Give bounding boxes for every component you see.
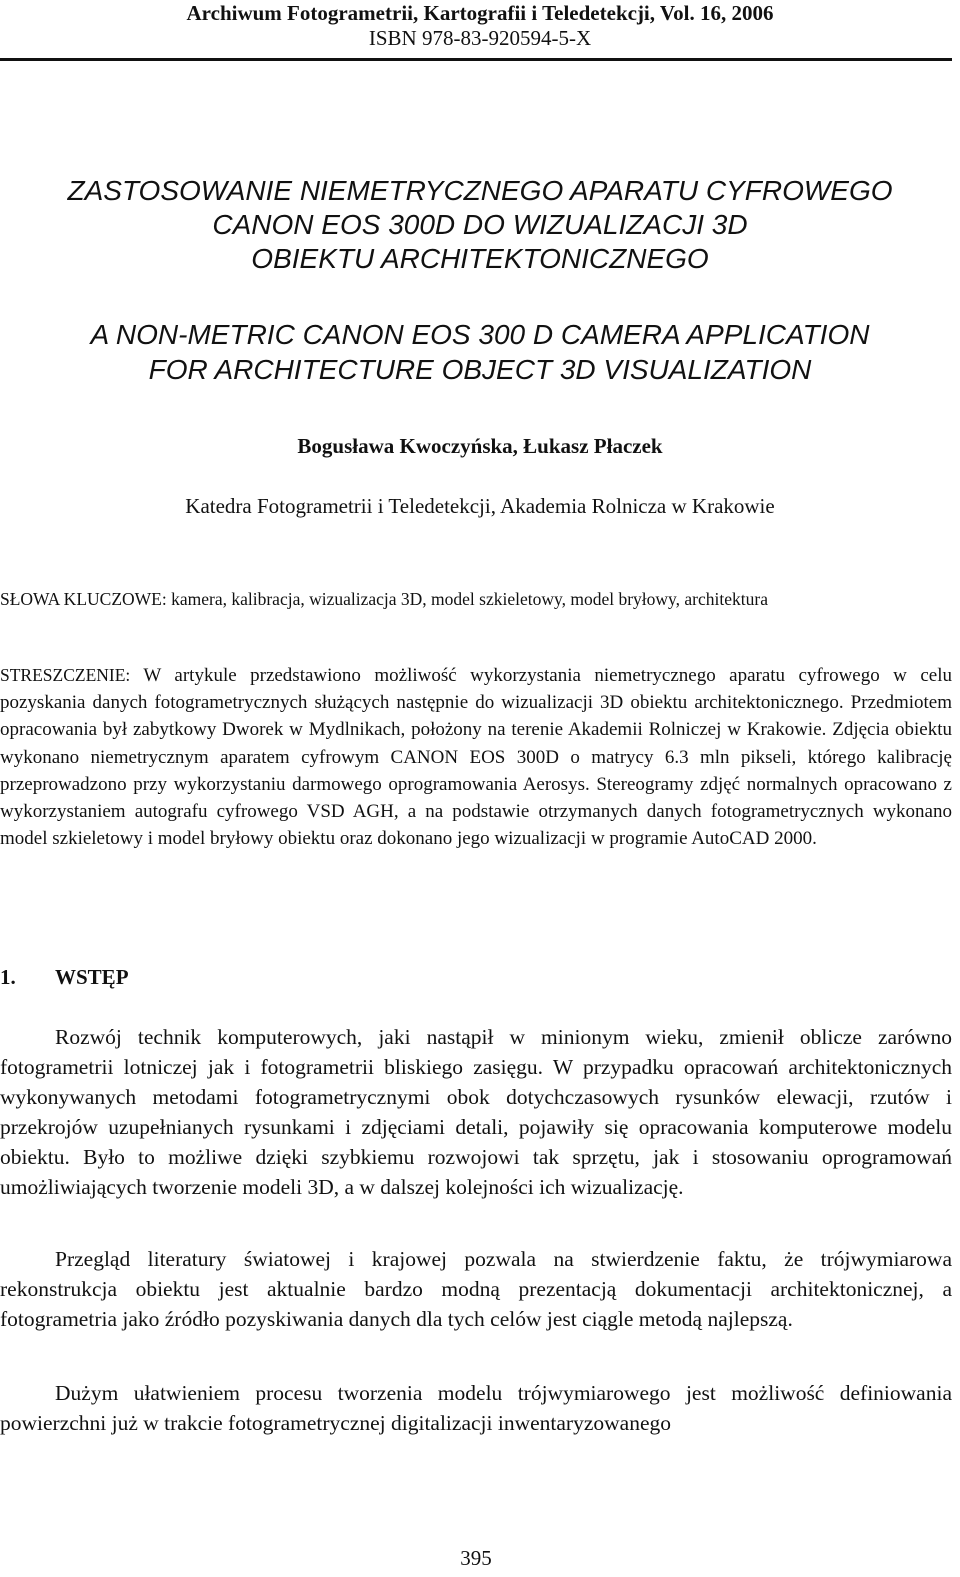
authors: Bogusława Kwoczyńska, Łukasz Płaczek [297, 434, 663, 458]
abstract-label: STRESZCZENIE: [0, 665, 131, 685]
page-number: 395 [460, 1546, 492, 1570]
journal-title: Archiwum Fotogrametrii, Kartografii i Teledetekcji, Vol. 16, 2006 [186, 1, 774, 25]
title-english-line-2: FOR ARCHITECTURE OBJECT 3D VISUALIZATION [148, 354, 812, 385]
title-polish-line-2: CANON EOS 300D DO WIZUALIZACJI 3D [212, 209, 748, 240]
title-polish-line-3: OBIEKTU ARCHITEKTONICZNEGO [251, 243, 709, 274]
journal-isbn: ISBN 978-83-920594-5-X [368, 26, 592, 50]
keywords-label: SŁOWA KLUCZOWE: [0, 589, 167, 609]
abstract [0, 662, 952, 852]
title-english-line-1: A NON-METRIC CANON EOS 300 D CAMERA APPLICATION [90, 319, 870, 350]
body-paragraph-2: Przegląd literatury światowej i krajowej pozwala na stwierdzenie faktu, że trójwymiarowa rekonstrukcja obiektu jest aktualnie bardzo modną prezentacją dokumentacji architektonicznej, a fotogrametria jako źródło pozyskiwania danych dla tych celów jest ciągle metodą najlepszą. [0, 1247, 952, 1331]
title-english [0, 317, 960, 387]
header-divider [0, 58, 952, 61]
keywords [0, 585, 952, 613]
keywords-text: kamera, kalibracja, wizualizacja 3D, model szkieletowy, model bryłowy, architektura [166, 589, 768, 609]
affiliation: Katedra Fotogrametrii i Teledetekcji, Akademia Rolnicza w Krakowie [185, 494, 775, 518]
title-polish [0, 174, 960, 276]
section-number: 1. [0, 965, 16, 989]
abstract-text: W artykule przedstawiono możliwość wykorzystania niemetrycznego aparatu cyfrowego w celu pozyskania danych fotogrametrycznych służących następnie do wizualizacji 3D obiektu architektonicznego. Przedmiotem opracowania był zabytkowy Dworek w Mydlnikach, położony na terenie Akademii Rolniczej w Krakowie. Zdjęcia obiektu wykonano niemetrycznym aparatem cyfrowym CANON EOS 300D o matrycy 6.3 mln pikseli, którego kalibrację przeprowadzono przy wykorzystaniu darmowego oprogramowania Aerosys. Stereogramy zdjęć normalnych opracowano z wykorzystaniem autografu cyfrowego VSD AGH, a na podstawie otrzymanych danych fotogrametrycznych wykonano model szkieletowy i model bryłowy obiektu oraz dokonano jego wizualizacji w programie AutoCAD 2000. [0, 665, 952, 850]
body-paragraph-3: Dużym ułatwieniem procesu tworzenia modelu trójwymiarowego jest możliwość definiowania powierzchni już w trakcie fotogrametrycznej digitalizacji inwentaryzowanego [0, 1381, 952, 1435]
section-heading [0, 962, 952, 992]
body-paragraph-1: Rozwój technik komputerowych, jaki nastąpił w minionym wieku, zmienił oblicze zarówno fotogrametrii lotniczej jak i fotogrametrii bliskiego zasięgu. W przypadku opracowań architektonicznych wykonywanych metodami fotogrametrycznymi obok dotychczasowych rysunków elewacji, rzutów i przekrojów uzupełnianych rysunkami i zdjęciami detali, pojawiły się opracowania komputerowe modelu obiektu. Było to możliwe dzięki szybkiemu rozwojowi tak sprzętu, jak i stosowaniu oprogramowań umożliwiających tworzenie modeli 3D, a w dalszej kolejności ich wizualizację. [0, 1025, 952, 1199]
section-title: WSTĘP [55, 965, 129, 989]
title-polish-line-1: ZASTOSOWANIE NIEMETRYCZNEGO APARATU CYFROWEGO [67, 175, 893, 206]
